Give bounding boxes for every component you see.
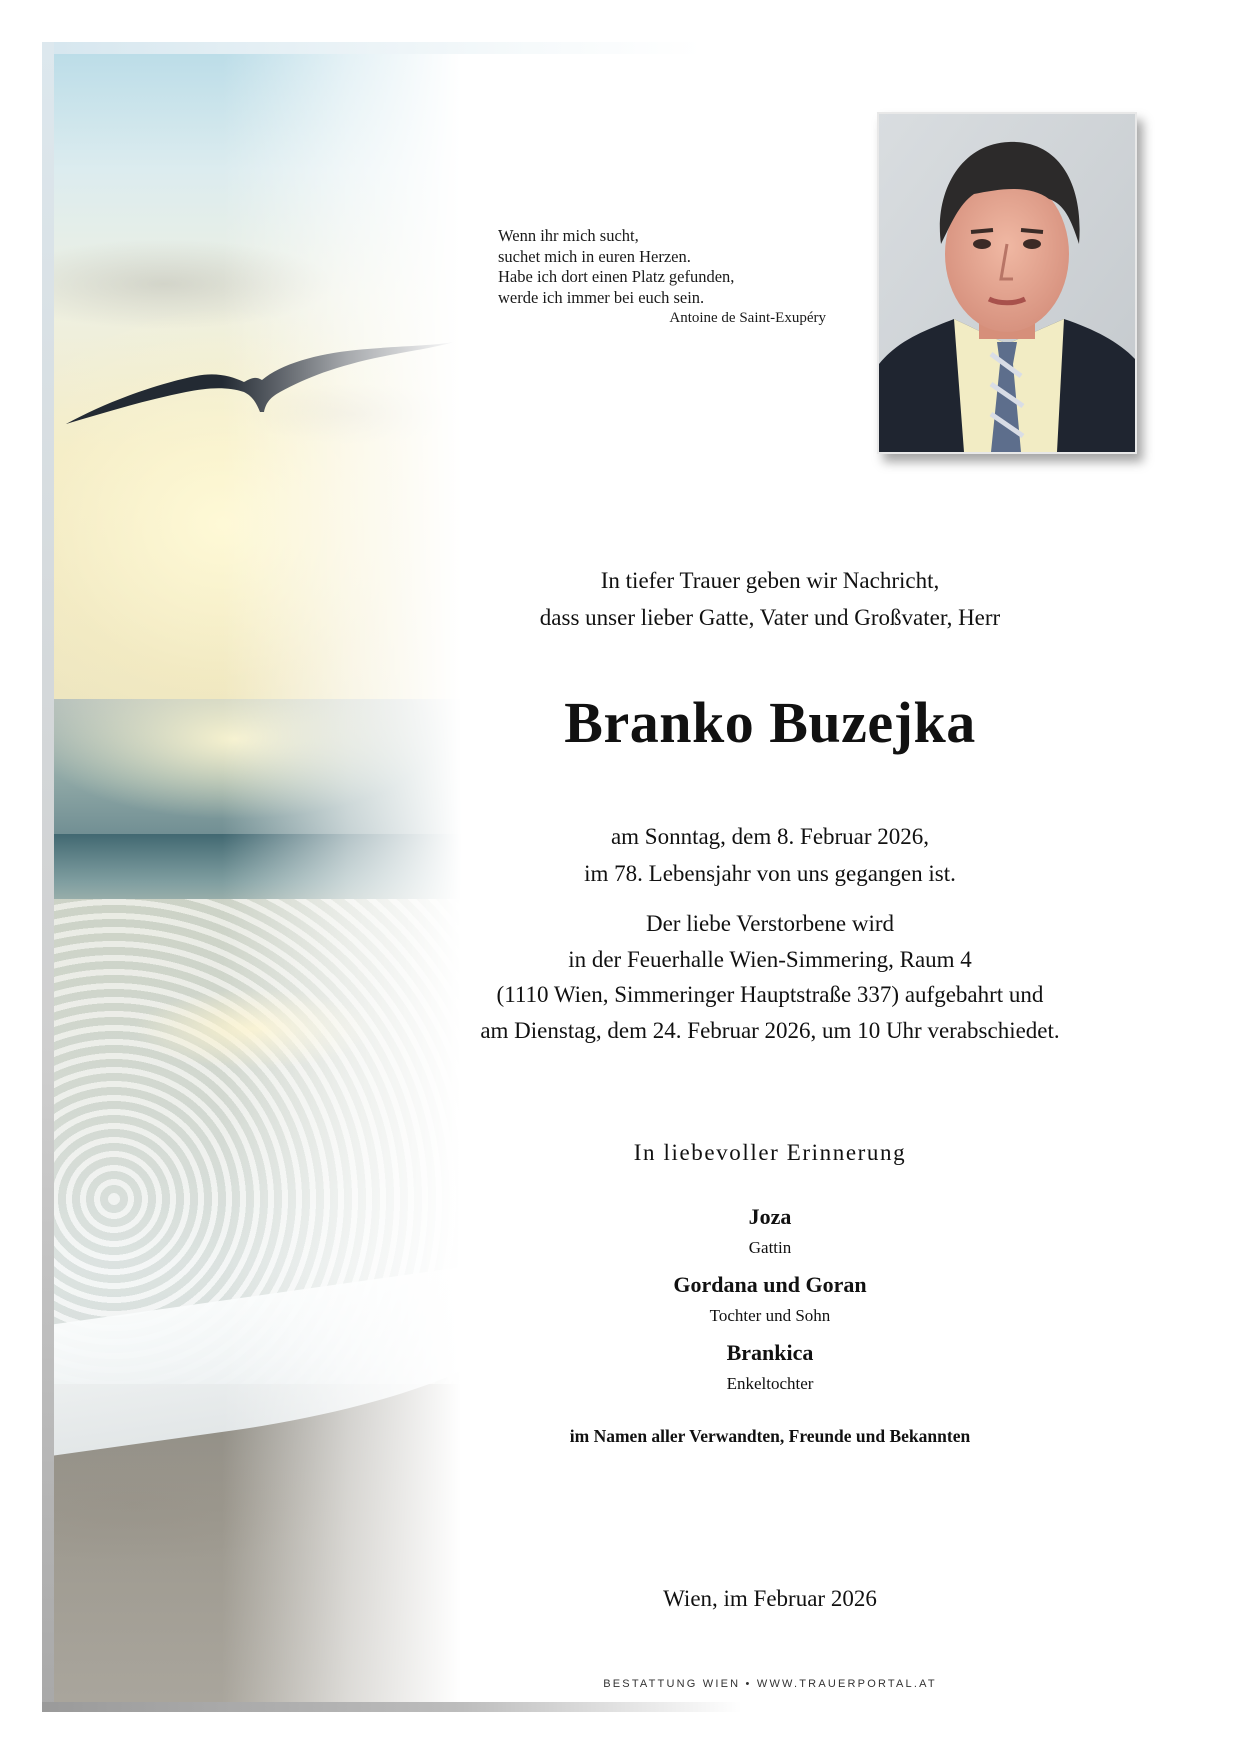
- portrait-image: [879, 114, 1135, 452]
- mourner-role: Tochter und Sohn: [709, 1306, 831, 1325]
- mourner-role: Enkeltochter: [726, 1374, 814, 1393]
- image-fade: [54, 54, 474, 1702]
- quote-line: werde ich immer bei euch sein.: [498, 287, 705, 307]
- mourner-role: Gattin: [748, 1238, 792, 1257]
- service-line: (1110 Wien, Simmeringer Hauptstraße 337) aufgebahrt und: [496, 982, 1044, 1007]
- closing-line: im Namen aller Verwandten, Freunde und Bekannten: [569, 1426, 971, 1446]
- border-top: [42, 42, 702, 54]
- service-line: am Dienstag, dem 24. Februar 2026, um 10 Uhr verabschiedet.: [480, 1017, 1060, 1043]
- service-line: in der Feuerhalle Wien-Simmering, Raum 4: [568, 946, 972, 972]
- intro-line: dass unser lieber Gatte, Vater und Großvater, Herr: [539, 605, 1001, 630]
- place-date: Wien, im Februar 2026: [663, 1586, 877, 1611]
- service-details: [440, 906, 1100, 1048]
- portrait-photo: [877, 112, 1137, 454]
- quote-line: suchet mich in euren Herzen.: [498, 246, 691, 266]
- death-line: im 78. Lebensjahr von uns gegangen ist.: [584, 861, 956, 886]
- death-notice: [440, 818, 1100, 892]
- mourner-name: Gordana und Goran: [673, 1272, 867, 1297]
- memory-heading: In liebevoller Erinnerung: [633, 1140, 907, 1165]
- announcement-intro: [440, 562, 1100, 636]
- mourner-name: Joza: [748, 1204, 792, 1229]
- death-line: am Sonntag, dem 8. Februar 2026,: [610, 824, 930, 849]
- intro-line: In tiefer Trauer geben wir Nachricht,: [600, 568, 940, 593]
- quote-line: Wenn ihr mich sucht,: [498, 226, 639, 245]
- border-bottom: [42, 1702, 742, 1712]
- service-line: Der liebe Verstorbene wird: [645, 911, 894, 936]
- memorial-quote: [498, 226, 828, 329]
- deceased-name: Branko Buzejka: [564, 690, 976, 755]
- quote-line: Habe ich dort einen Platz gefunden,: [498, 267, 735, 286]
- mourner-name: Brankica: [726, 1340, 814, 1365]
- footer-credit: BESTATTUNG WIEN • WWW.TRAUERPORTAL.AT: [603, 1678, 937, 1690]
- border-left: [42, 42, 54, 1712]
- quote-author: Antoine de Saint-Exupéry: [669, 310, 826, 326]
- beach-sunset-image: [54, 54, 474, 1702]
